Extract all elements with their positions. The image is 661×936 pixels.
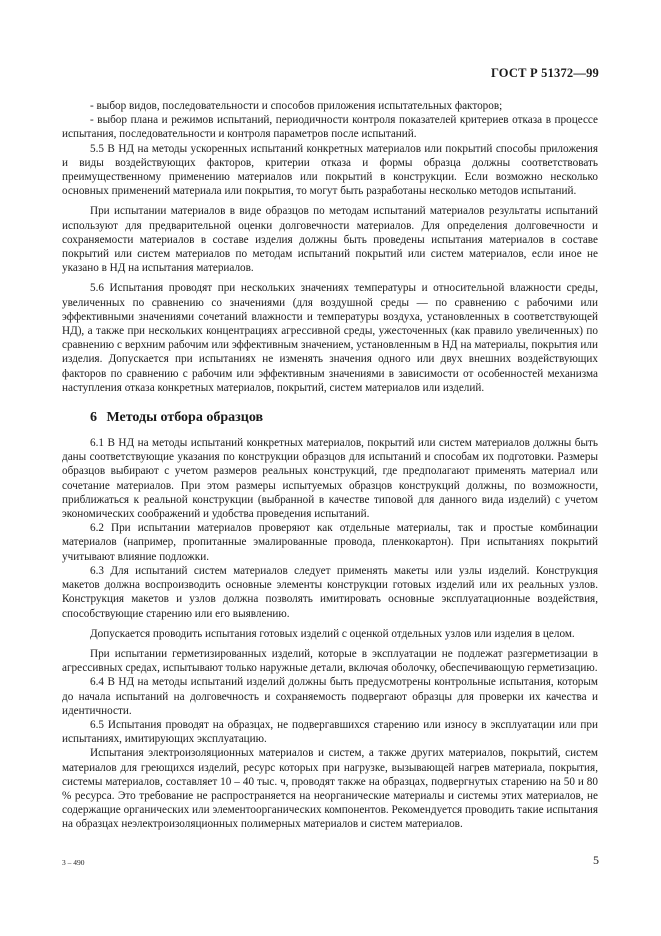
page-number: 5 [593,853,599,867]
paragraph: Испытания электроизоляционных материалов и систем, а также других материалов, покрытий, систем материалов для греющихся изделий, ресурс которых при нагрузке, вызывающей нагрев материала, покрытия, системы материалов, составляет 10 – 40 тыс. ч, проводят также на образцах, подвергнутых старению на 50 и 80 % ресурса. Это требование не распространяется на неорганические материалы и системы этих материалов, не содержащие органических или элементоорганических компонентов. Рекомендуется проводить такие испытания на образцах неэлектроизоляционных полимерных материалов и систем материалов. [62,747,598,831]
document-body [62,99,598,832]
paragraph: 6.5 Испытания проводят на образцах, не подвергавшихся старению или износу в эксплуатации или при испытаниях, имитирующих эксплуатацию. [62,718,598,746]
section-number: 6 [90,410,97,426]
paragraph: 5.6 Испытания проводят при нескольких значениях температуры и относительной влажности среды, увеличенных по сравнению со значениями (для воздушной среды — по сравнению с рабочими или эффективными значениями сочетаний влажности и температуры воздуха, установленных в соответствующей НД), а также при нескольких концентрациях агрессивной среды, ужесточенных (как правило увеличенных) по сравнению с верхним рабочим или эффективным значением, установленным в НД на материалы, покрытия или изделия. Допускается при испытаниях не изменять значения одного или двух внешних воздействующих факторов по сравнению с рабочим или эффективным значениями в зависимости от особенностей механизма наступления отказа конкретных материалов, покрытий, систем материалов или изделий. [62,282,598,394]
footer-print-code: 3 – 490 [62,858,85,867]
paragraph: При испытании материалов в виде образцов по методам испытаний материалов результаты испытаний используют для предварительной оценки долговечности материалов. Для определения долговечности и сохраняемости материалов в составе изделия должны быть проведены испытания материалов в составе покрытий или систем материалов по методам испытаний покрытий или систем материалов, если иное не указано в НД на испытания материалов. [62,205,598,275]
paragraph: 6.2 При испытании материалов проверяют как отдельные материалы, так и простые комбинации материалов (например, пропитанные эмалированные провода, пленкокартон). При испытаниях покрытий учитывают влияние подложки. [62,522,598,563]
section-heading [62,409,598,427]
paragraph: 5.5 В НД на методы ускоренных испытаний конкретных материалов или покрытий способы приложения и виды воздействующих факторов, критерии отказа и формы образца должны соответствовать преимущественному применению материалов или покрытий в конструкции. Если возможно несколько основных применений материала или покрытия, то могут быть разработаны несколько методов испытаний. [62,142,598,198]
paragraph: - выбор видов, последовательности и способов приложения испытательных факторов; [90,100,503,112]
paragraph: 6.4 В НД на методы испытаний изделий должны быть предусмотрены контрольные испытания, которым до начала испытаний на долговечность и сохраняемость подвергают образцы для проверки их качества и идентичности. [62,676,598,717]
document-header: ГОСТ Р 51372—99 [490,66,599,80]
paragraph: При испытании герметизированных изделий, которые в эксплуатации не подлежат разгерметизации в агрессивных средах, испытывают только наружные детали, включая оболочку, обеспечивающую герметизацию. [62,647,598,675]
paragraph: Допускается проводить испытания готовых изделий с оценкой отдельных узлов или изделия в целом. [90,627,575,640]
paragraph: 6.1 В НД на методы испытаний конкретных материалов, покрытий или систем материалов должны быть даны соответствующие указания по конструкции образцов для испытаний и способам их подготовки. Размеры образцов выбирают с учетом размеров реальных конструкций, где предполагают применять материал или сочетание материалов. При этом размеры испытуемых образцов конструкций должны, по возможности, приближаться к реальной конструкции (выбранной в качестве типовой для данного вида изделий) с учетом экономических соображений и удобства проведения испытаний. [62,437,598,521]
section-title: Методы отбора образцов [106,410,264,426]
paragraph: - выбор плана и режимов испытаний, периодичности контроля показателей критериев отказа в процессе испытания, последовательности и контроля параметров после испытаний. [62,114,598,141]
paragraph: 6.3 Для испытаний систем материалов следует применять макеты или узлы изделий. Конструкция макетов должна воспроизводить основные элементы конструкции готовых изделий или их реальных узлов. Конструкция макетов и узлов должна позволять имитировать основные эксплуатационные воздействия, способствующие старению или его выявлению. [62,564,598,620]
